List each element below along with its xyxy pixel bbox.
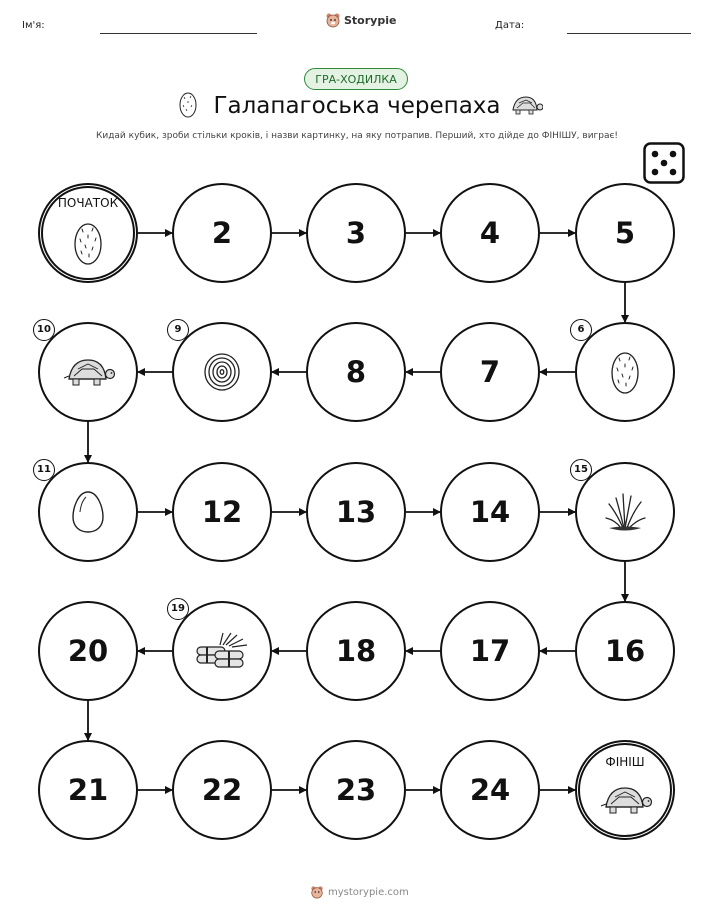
board-cell-6 (575, 322, 675, 422)
egg-icon (71, 490, 105, 538)
cactus-icon (71, 220, 105, 270)
board-cell-19 (172, 601, 272, 701)
board-cell-16 (575, 601, 675, 701)
cell-number-badge-19: 19 (167, 598, 189, 620)
cell-number-badge-6: 6 (570, 319, 592, 341)
tree-rings-icon (202, 351, 242, 397)
board-cell-22 (172, 740, 272, 840)
cell-number-14: 14 (469, 495, 511, 529)
cell-number-3: 3 (345, 216, 367, 250)
board-cell-15 (575, 462, 675, 562)
board-cell-18 (306, 601, 406, 701)
footer (310, 885, 409, 899)
board-cell-24 (440, 740, 540, 840)
cell-number-4: 4 (479, 216, 501, 250)
cell-number-22: 22 (201, 773, 243, 807)
storypie-bear-icon (310, 885, 324, 899)
cell-number-23: 23 (335, 773, 377, 807)
tortoise-icon (61, 356, 115, 392)
board-cell-17 (440, 601, 540, 701)
cell-number-16: 16 (604, 634, 646, 668)
cell-number-badge-9: 9 (167, 319, 189, 341)
instructions-text: Кидай кубик, зроби стільки кроків, і назви картинку, на яку потрапив. Перший, хто дійде до ФІНІШУ, виграє! (95, 131, 619, 141)
board-cell-4 (440, 183, 540, 283)
cell-number-badge-10: 10 (33, 319, 55, 341)
cell-number-8: 8 (345, 355, 367, 389)
tortoise-icon (598, 784, 652, 820)
board-cell-8 (306, 322, 406, 422)
game-type-badge: ГРА-ХОДИЛКА (304, 68, 408, 90)
brand-name: Storypie (344, 13, 397, 27)
cell-number-24: 24 (469, 773, 511, 807)
board-cell-21 (38, 740, 138, 840)
page-title: Галапагоська черепаха (213, 93, 501, 119)
board-cell-2 (172, 183, 272, 283)
cell-number-badge-15: 15 (570, 459, 592, 481)
cell-number-21: 21 (67, 773, 109, 807)
start-label: ПОЧАТОК (57, 196, 119, 210)
cell-number-7: 7 (479, 355, 501, 389)
cell-number-17: 17 (469, 634, 511, 668)
board-cell-3 (306, 183, 406, 283)
board-cell-9 (172, 322, 272, 422)
footer-url: mystorypie.com (328, 886, 409, 898)
cell-number-18: 18 (335, 634, 377, 668)
cell-number-5: 5 (614, 216, 636, 250)
cell-number-12: 12 (201, 495, 243, 529)
board-cell-7 (440, 322, 540, 422)
cell-number-20: 20 (67, 634, 109, 668)
start-cell (38, 183, 138, 283)
hay-bundle-icon (193, 631, 251, 675)
board-cell-5 (575, 183, 675, 283)
board-cell-11 (38, 462, 138, 562)
board-cell-14 (440, 462, 540, 562)
cell-number-2: 2 (211, 216, 233, 250)
grass-icon (603, 490, 647, 538)
cell-number-13: 13 (335, 495, 377, 529)
board-cell-20 (38, 601, 138, 701)
cactus-icon (608, 349, 642, 399)
finish-cell (575, 740, 675, 840)
finish-label: ФІНІШ (605, 755, 645, 769)
cell-number-badge-11: 11 (33, 459, 55, 481)
board-cell-10 (38, 322, 138, 422)
board-cell-23 (306, 740, 406, 840)
board-cell-13 (306, 462, 406, 562)
board-cell-12 (172, 462, 272, 562)
date-label: Дата: (495, 20, 525, 31)
name-label: Ім'я: (22, 20, 45, 31)
